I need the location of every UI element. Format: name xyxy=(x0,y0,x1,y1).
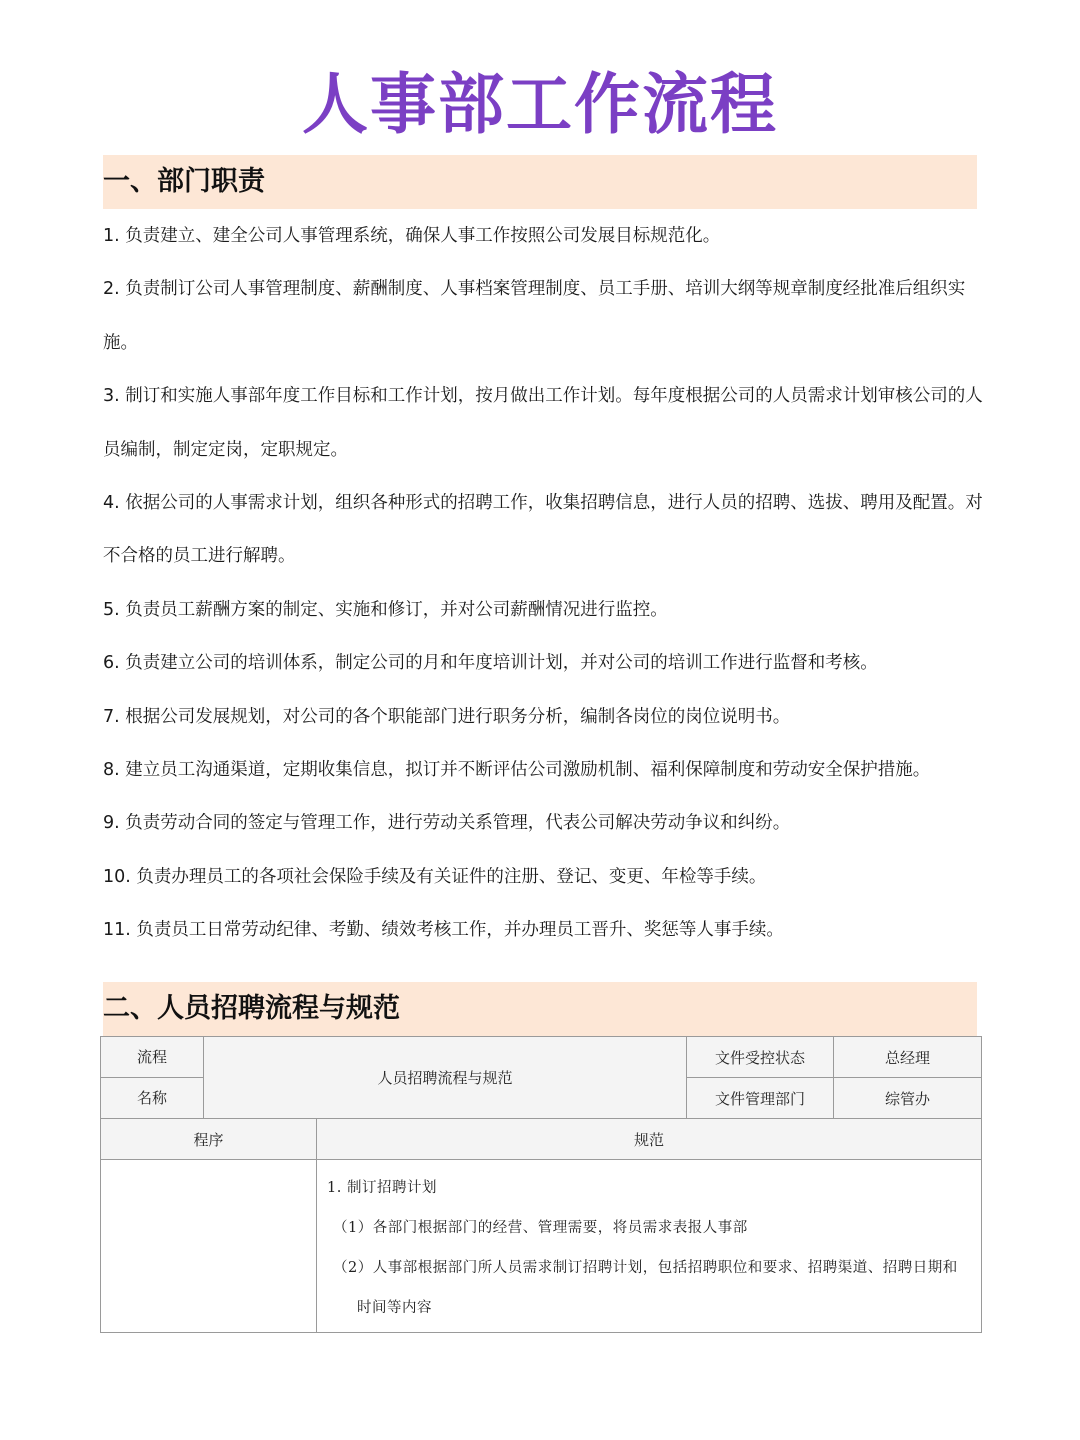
list-item: 5. 负责员工薪酬方案的制定、实施和修订，并对公司薪酬情况进行监控。 xyxy=(103,599,668,620)
norm-line: 时间等内容 xyxy=(357,1300,432,1316)
recruitment-table xyxy=(100,1036,982,1333)
process-label-cell-2 xyxy=(101,1078,204,1119)
section-heading: 二、人员招聘流程与规范 xyxy=(103,993,400,1024)
norm-line: （2）人事部根据部门所人员需求制订招聘计划，包括招聘职位和要求、招聘渠道、招聘日期和 xyxy=(333,1260,958,1276)
section-header-recruitment xyxy=(103,982,977,1036)
list-item: 8. 建立员工沟通渠道，定期收集信息，拟订并不断评估公司激励机制、福利保障制度和劳动安全保护措施。 xyxy=(103,760,931,781)
norm-line: 1. 制订招聘计划 xyxy=(327,1180,437,1196)
list-item: 10. 负责办理员工的各项社会保险手续及有关证件的注册、登记、变更、年检等手续。 xyxy=(103,866,767,887)
process-label-cell xyxy=(101,1037,204,1078)
status-value-cell: 总经理 xyxy=(834,1037,982,1078)
list-item: 9. 负责劳动合同的签定与管理工作，进行劳动关系管理，代表公司解决劳动争议和纠纷。 xyxy=(103,813,791,834)
list-item: 4. 依据公司的人事需求计划，组织各种形式的招聘工作，收集招聘信息，进行人员的招聘、选拔、聘用及配置。对不合格的员工进行解聘。 xyxy=(103,493,983,567)
section-heading: 一、部门职责 xyxy=(103,166,265,197)
list-item: 7. 根据公司发展规划，对公司的各个职能部门进行职务分析，编制各岗位的岗位说明书。 xyxy=(103,706,791,727)
list-item: 3. 制订和实施人事部年度工作目标和工作计划，按月做出工作计划。每年度根据公司的人员需求计划审核公司的人员编制，制定定岗，定职规定。 xyxy=(103,386,983,460)
dept-label-cell: 文件管理部门 xyxy=(687,1078,834,1119)
process-name-cell: 人员招聘流程与规范 xyxy=(204,1037,687,1119)
section-header-duties xyxy=(103,155,977,209)
norm-cell xyxy=(317,1160,982,1333)
status-label-cell: 文件受控状态 xyxy=(687,1037,834,1078)
norm-line: （1）各部门根据部门的经营、管理需要，将员需求表报人事部 xyxy=(333,1220,748,1236)
page-title: 人事部工作流程 xyxy=(302,66,778,143)
process-label-1: 流程 xyxy=(136,1048,167,1066)
col-norm-header: 规范 xyxy=(317,1119,982,1160)
list-item: 6. 负责建立公司的培训体系，制定公司的月和年度培训计划，并对公司的培训工作进行监督和考核。 xyxy=(103,653,878,674)
duties-list xyxy=(103,210,983,958)
list-item: 2. 负责制订公司人事管理制度、薪酬制度、人事档案管理制度、员工手册、培训大纲等规章制度经批准后组织实施。 xyxy=(103,279,966,353)
program-cell xyxy=(101,1160,317,1333)
process-label-2: 名称 xyxy=(136,1089,167,1107)
dept-value-cell: 综管办 xyxy=(834,1078,982,1119)
col-program-header: 程序 xyxy=(101,1119,317,1160)
list-item: 1. 负责建立、建全公司人事管理系统，确保人事工作按照公司发展目标规范化。 xyxy=(103,226,721,246)
list-item: 11. 负责员工日常劳动纪律、考勤、绩效考核工作，并办理员工晋升、奖惩等人事手续。 xyxy=(103,920,784,941)
